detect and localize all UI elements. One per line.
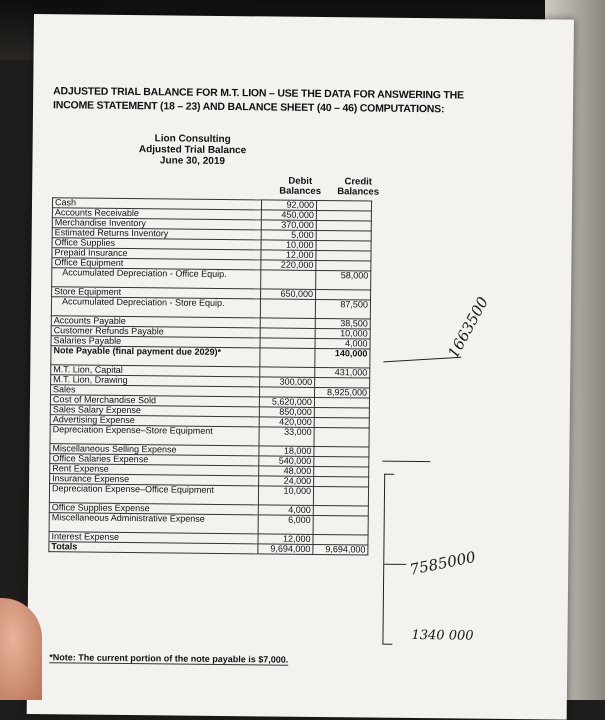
- debit-amount: 5,000: [261, 230, 316, 241]
- debit-amount: 10,000: [261, 240, 316, 251]
- debit-amount: 220,000: [261, 260, 316, 271]
- annotation-line-expenses: [384, 564, 406, 565]
- debit-amount: 18,000: [259, 446, 314, 457]
- credit-amount: [313, 515, 368, 535]
- debit-amount: 92,000: [261, 200, 316, 211]
- credit-amount: 8,925,000: [314, 387, 369, 398]
- debit-amount: 48,000: [259, 466, 314, 477]
- account-name: Sales: [51, 385, 260, 397]
- account-name: Insurance Expense: [50, 474, 259, 486]
- credit-amount: 10,000: [315, 328, 370, 339]
- account-name: Accounts Receivable: [52, 208, 261, 220]
- account-name: Cost of Merchandise Sold: [50, 395, 259, 407]
- account-name: Estimated Returns Inventory: [52, 228, 261, 240]
- debit-amount: 12,000: [261, 250, 316, 261]
- company-name: Lion Consulting: [154, 133, 231, 146]
- account-name: Totals: [49, 542, 258, 554]
- debit-amount: 540,000: [259, 456, 314, 467]
- debit-amount: 33,000: [259, 427, 314, 447]
- account-name: Office Equipment: [52, 258, 261, 270]
- annotation-line-sales: [382, 461, 430, 463]
- account-name: Office Supplies Expense: [49, 503, 258, 515]
- credit-amount: 38,500: [315, 318, 370, 329]
- debit-amount: 4,000: [258, 505, 313, 516]
- annotation-bracket-bottom: [382, 644, 392, 645]
- handwritten-liabilities-total: 1663500: [444, 293, 493, 362]
- annotation-bracket-expenses: [382, 474, 385, 644]
- debit-amount: 370,000: [261, 220, 316, 231]
- credit-amount: [314, 427, 369, 447]
- credit-amount: [314, 476, 369, 487]
- debit-amount: 420,000: [259, 417, 314, 428]
- credit-amount: [314, 456, 369, 467]
- credit-amount: [314, 407, 369, 418]
- footnote: *Note: The current portion of the note payable is $7,000.: [49, 652, 289, 665]
- account-name: Salaries Payable: [51, 336, 260, 348]
- report-title-block: [92, 133, 292, 168]
- credit-amount: 87,500: [315, 299, 370, 319]
- credit-amount: 58,000: [316, 270, 371, 290]
- worksheet-page: [27, 14, 574, 720]
- account-name: Note Payable (final payment due 2029)*: [51, 346, 260, 367]
- debit-amount: 6,000: [258, 515, 313, 535]
- account-name: Merchandise Inventory: [52, 218, 261, 230]
- account-name: Sales Salary Expense: [50, 405, 259, 417]
- account-name: Office Salaries Expense: [50, 454, 259, 466]
- account-name: Accumulated Depreciation - Store Equip.: [51, 297, 260, 318]
- debit-amount: [260, 299, 315, 319]
- debit-amount: [260, 328, 315, 339]
- credit-amount: 140,000: [315, 348, 370, 368]
- annotation-line-liabilities: [383, 357, 461, 363]
- credit-amount: 9,694,000: [313, 544, 368, 555]
- debit-amount: 24,000: [259, 476, 314, 487]
- debit-amount: 9,694,000: [258, 544, 313, 555]
- annotation-bracket-top: [384, 474, 394, 475]
- account-name: Miscellaneous Selling Expense: [50, 444, 259, 456]
- account-name: Accounts Payable: [51, 316, 260, 328]
- credit-header: Credit Balances: [337, 176, 380, 198]
- debit-amount: [260, 318, 315, 329]
- account-name: Rent Expense: [50, 464, 259, 476]
- table-row: [49, 542, 368, 555]
- account-name: Customer Refunds Payable: [51, 326, 260, 338]
- debit-amount: [260, 348, 315, 368]
- credit-amount: [314, 446, 369, 457]
- credit-amount: [314, 397, 369, 408]
- credit-amount: [316, 250, 371, 261]
- account-name: M.T. Lion, Drawing: [51, 375, 260, 387]
- debit-header: Debit Balances: [279, 175, 322, 198]
- account-name: Miscellaneous Administrative Expense: [49, 513, 258, 534]
- account-name: Depreciation Expense–Store Equipment: [50, 425, 259, 446]
- account-name: Accumulated Depreciation - Office Equip.: [52, 268, 261, 289]
- credit-amount: [316, 230, 371, 241]
- credit-amount: [316, 200, 371, 211]
- credit-amount: [316, 220, 371, 231]
- account-name: Advertising Expense: [50, 415, 259, 427]
- debit-amount: 850,000: [259, 407, 314, 418]
- debit-amount: [260, 338, 315, 349]
- account-name: Cash: [52, 198, 261, 210]
- credit-amount: [313, 505, 368, 516]
- debit-amount: 450,000: [261, 210, 316, 221]
- account-name: Office Supplies: [52, 238, 261, 250]
- debit-amount: 12,000: [258, 534, 313, 545]
- report-date: June 30, 2019: [159, 155, 226, 168]
- report-name: Adjusted Trial Balance: [138, 144, 247, 157]
- credit-amount: 431,000: [315, 367, 370, 378]
- handwritten-expenses-total: 7585000: [408, 547, 478, 579]
- trial-balance-table: [48, 197, 372, 555]
- account-name: Prepaid Insurance: [52, 248, 261, 260]
- debit-amount: 10,000: [258, 486, 313, 506]
- account-name: Interest Expense: [49, 532, 258, 544]
- handwritten-drawing-total: 1340 000: [411, 627, 474, 644]
- credit-amount: [316, 210, 371, 221]
- credit-amount: [314, 466, 369, 477]
- credit-amount: [314, 417, 369, 428]
- debit-amount: 300,000: [260, 377, 315, 388]
- debit-amount: 5,620,000: [259, 397, 314, 408]
- credit-amount: [316, 240, 371, 251]
- account-name: Store Equipment: [52, 287, 261, 299]
- instructions-heading: ADJUSTED TRIAL BALANCE FOR M.T. LION – USE THE DATA FOR ANSWERING THE INCOME STATEMENT (18 – 23) AND BALANCE SHEET (40 – 46) COMPUTATIONS:: [52, 85, 464, 116]
- credit-amount: 4,000: [315, 338, 370, 349]
- account-name: M.T. Lion, Capital: [51, 365, 260, 377]
- account-name: Depreciation Expense–Office Equipment: [49, 484, 258, 505]
- debit-amount: 650,000: [261, 289, 316, 300]
- debit-amount: [261, 270, 316, 290]
- credit-amount: [313, 486, 368, 506]
